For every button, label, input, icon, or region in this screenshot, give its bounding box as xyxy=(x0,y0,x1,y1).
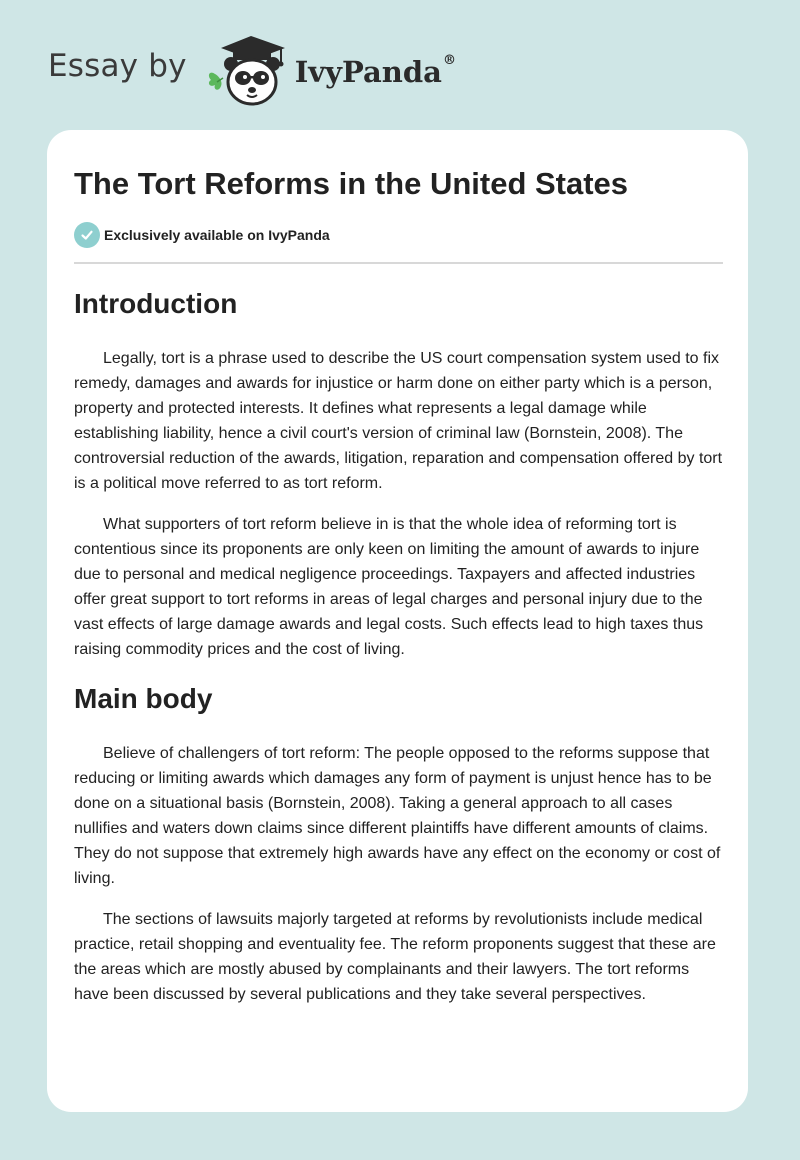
page-title: The Tort Reforms in the United States xyxy=(74,166,629,201)
title-divider xyxy=(74,262,723,264)
panda-graduate-logo-icon[interactable] xyxy=(201,30,293,110)
paragraph: Believe of challengers of tort reform: The people opposed to the reforms suppose that reducing or limiting awards which damages any form of payment is unjust hence has to be done on a situational basis (Bornstein, 2008). Taking a general approach to all cases nullifies and waters down claims since different plaintiffs have different amounts of claims. They do not suppose that extremely high awards have any effect on the economy or cost of living. xyxy=(74,745,721,887)
registered-mark: ® xyxy=(442,53,456,68)
section-heading-introduction: Introduction xyxy=(74,288,238,319)
brand-name[interactable]: IvyPanda® xyxy=(294,53,456,89)
section-heading-main-body: Main body xyxy=(74,683,213,714)
essay-by-label: Essay by xyxy=(48,48,187,84)
paragraph: Legally, tort is a phrase used to describe the US court compensation system used to fix remedy, damages and awards for injustice or harm done on either party which is a person, property and protected interests. It defines what represents a legal damage while establishing liability, hence a civil court's version of criminal law (Bornstein, 2008). The controversial reduction of the awards, litigation, reparation and compensation offered by tort is a political move referred to as tort reform. xyxy=(74,350,723,492)
check-icon xyxy=(74,222,100,248)
paragraph: The sections of lawsuits majorly targeted at reforms by revolutionists include medical practice, retail shopping and eventuality fee. The reform proponents suggest that these are the areas which are mostly abused by complainants and their lawyers. The tort reforms have been discussed by several publications and they take several perspectives. xyxy=(74,911,716,1003)
exclusive-label: Exclusively available on IvyPanda xyxy=(104,227,330,243)
paragraph: What supporters of tort reform believe in is that the whole idea of reforming tort is contentious since its proponents are only keen on limiting the amount of awards to injure due to personal and medical negligence proceedings. Taxpayers and affected industries offer great support to tort reforms in areas of legal charges and personal injury due to the vast effects of large damage awards and legal costs. Such effects lead to high taxes thus raising commodity prices and the cost of living. xyxy=(74,516,704,658)
exclusive-badge xyxy=(74,222,723,248)
essay-content xyxy=(74,130,723,1007)
site-header xyxy=(48,30,456,110)
essay-card xyxy=(47,130,748,1112)
